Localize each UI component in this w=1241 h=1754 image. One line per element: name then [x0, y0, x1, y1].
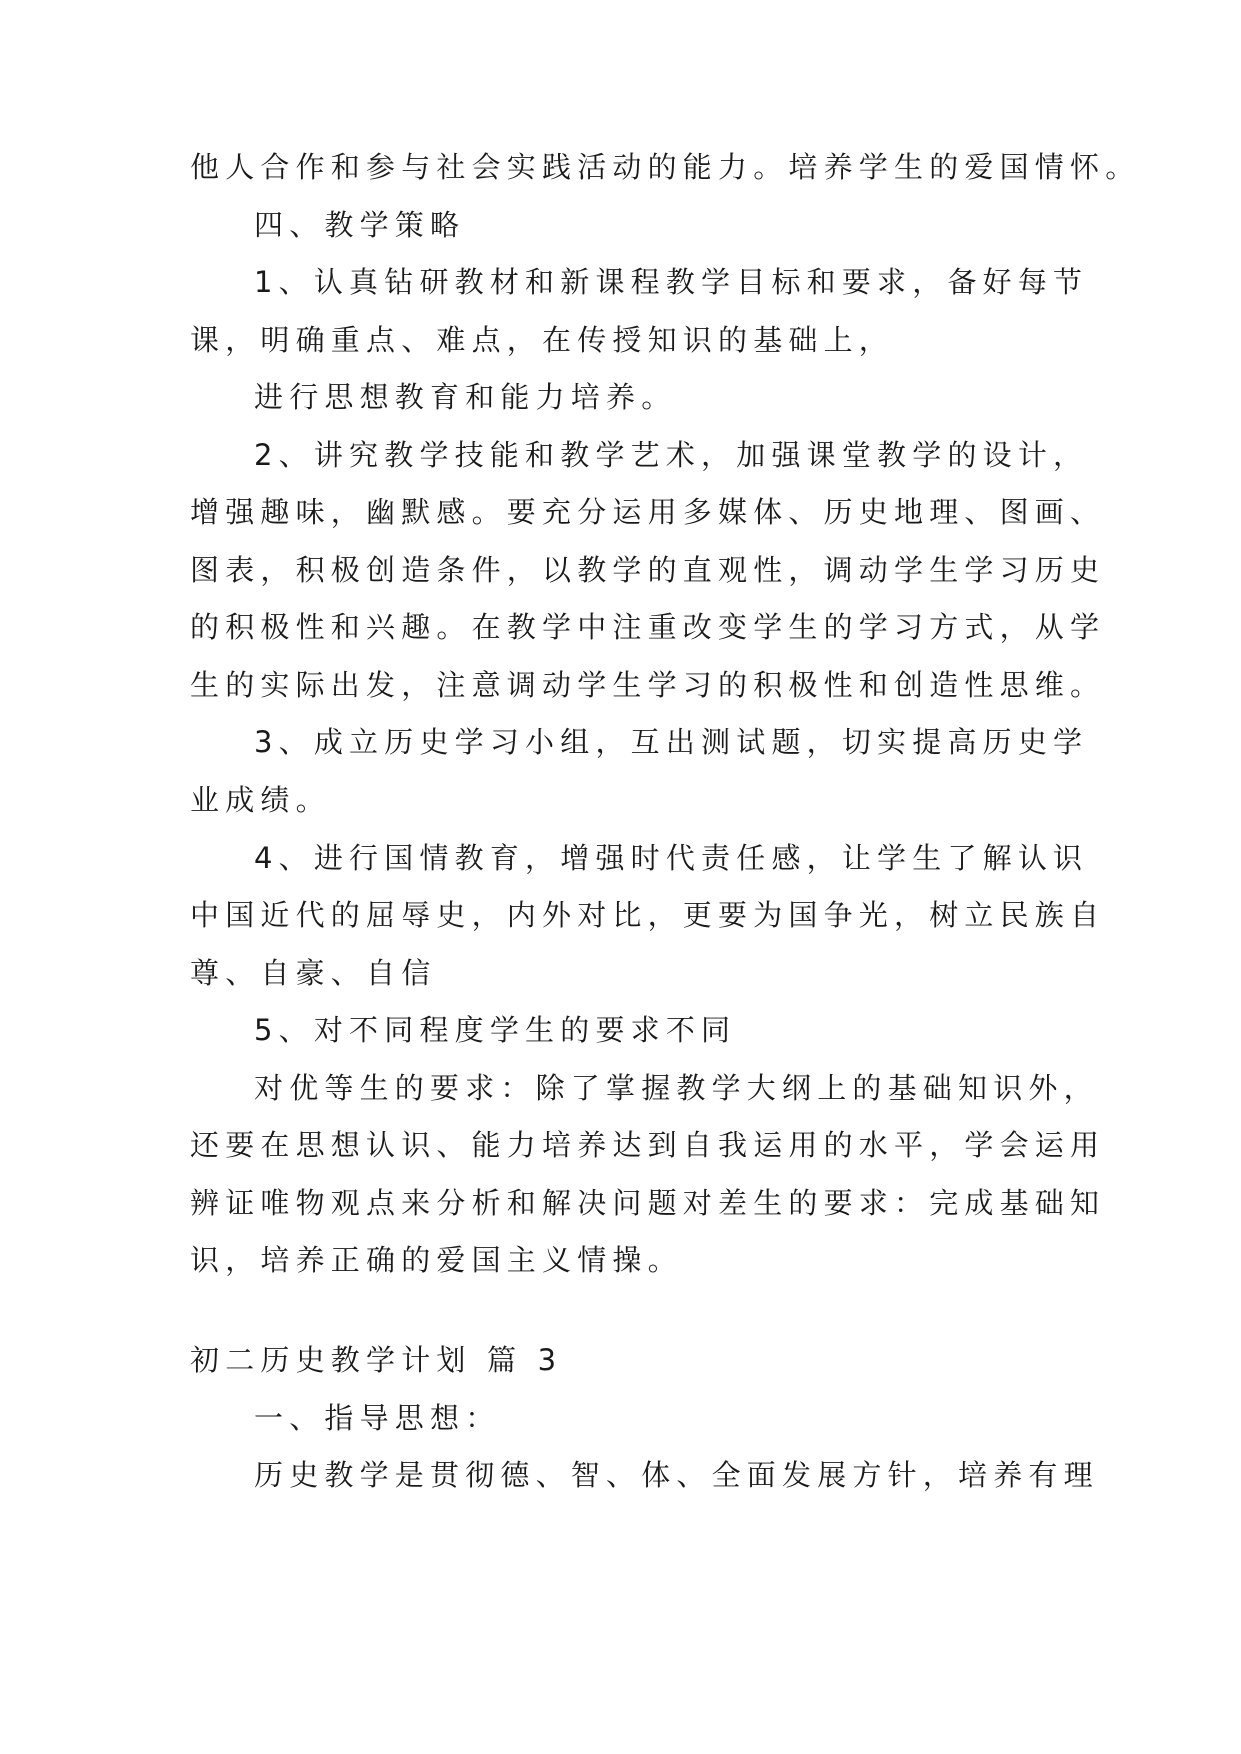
paragraph-line: 业成绩。 — [190, 783, 331, 817]
section-heading: 四、教学策略 — [254, 208, 466, 242]
paragraph-line: 4、进行国情教育，增强时代责任感，让学生了解认识 — [254, 841, 1089, 875]
paragraph-line: 5、对不同程度学生的要求不同 — [254, 1013, 737, 1047]
paragraph-line: 他人合作和参与社会实践活动的能力。培养学生的爱国情怀。 — [190, 150, 1141, 184]
paragraph-line: 2、讲究教学技能和教学艺术，加强课堂教学的设计， — [254, 438, 1089, 472]
paragraph-line: 3、成立历史学习小组，互出测试题，切实提高历史学 — [254, 725, 1089, 759]
paragraph-line: 的积极性和兴趣。在教学中注重改变学生的学习方式，从学 — [190, 610, 1106, 644]
paragraph-line: 辨证唯物观点来分析和解决问题对差生的要求：完成基础知 — [190, 1186, 1106, 1220]
paragraph-line: 还要在思想认识、能力培养达到自我运用的水平，学会运用 — [190, 1128, 1106, 1162]
paragraph-line: 生的实际出发，注意调动学生学习的积极性和创造性思维。 — [190, 668, 1106, 702]
paragraph-line: 图表，积极创造条件，以教学的直观性，调动学生学习历史 — [190, 553, 1106, 587]
paragraph-line: 增强趣味，幽默感。要充分运用多媒体、历史地理、图画、 — [190, 495, 1106, 529]
document-title: 初二历史教学计划 篇 3 — [190, 1343, 563, 1377]
paragraph-line: 识，培养正确的爱国主义情操。 — [190, 1243, 683, 1277]
paragraph-line: 1、认真钻研教材和新课程教学目标和要求，备好每节 — [254, 265, 1089, 299]
paragraph-line: 对优等生的要求：除了掌握教学大纲上的基础知识外， — [254, 1071, 1099, 1105]
paragraph-line: 尊、自豪、自信 — [190, 956, 437, 990]
paragraph-line: 中国近代的屈辱史，内外对比，更要为国争光，树立民族自 — [190, 898, 1106, 932]
section-heading: 一、指导思想： — [254, 1401, 501, 1435]
paragraph-line: 进行思想教育和能力培养。 — [254, 380, 677, 414]
paragraph-line: 课，明确重点、难点，在传授知识的基础上， — [190, 323, 895, 357]
paragraph-line: 历史教学是贯彻德、智、体、全面发展方针，培养有理 — [254, 1458, 1099, 1492]
